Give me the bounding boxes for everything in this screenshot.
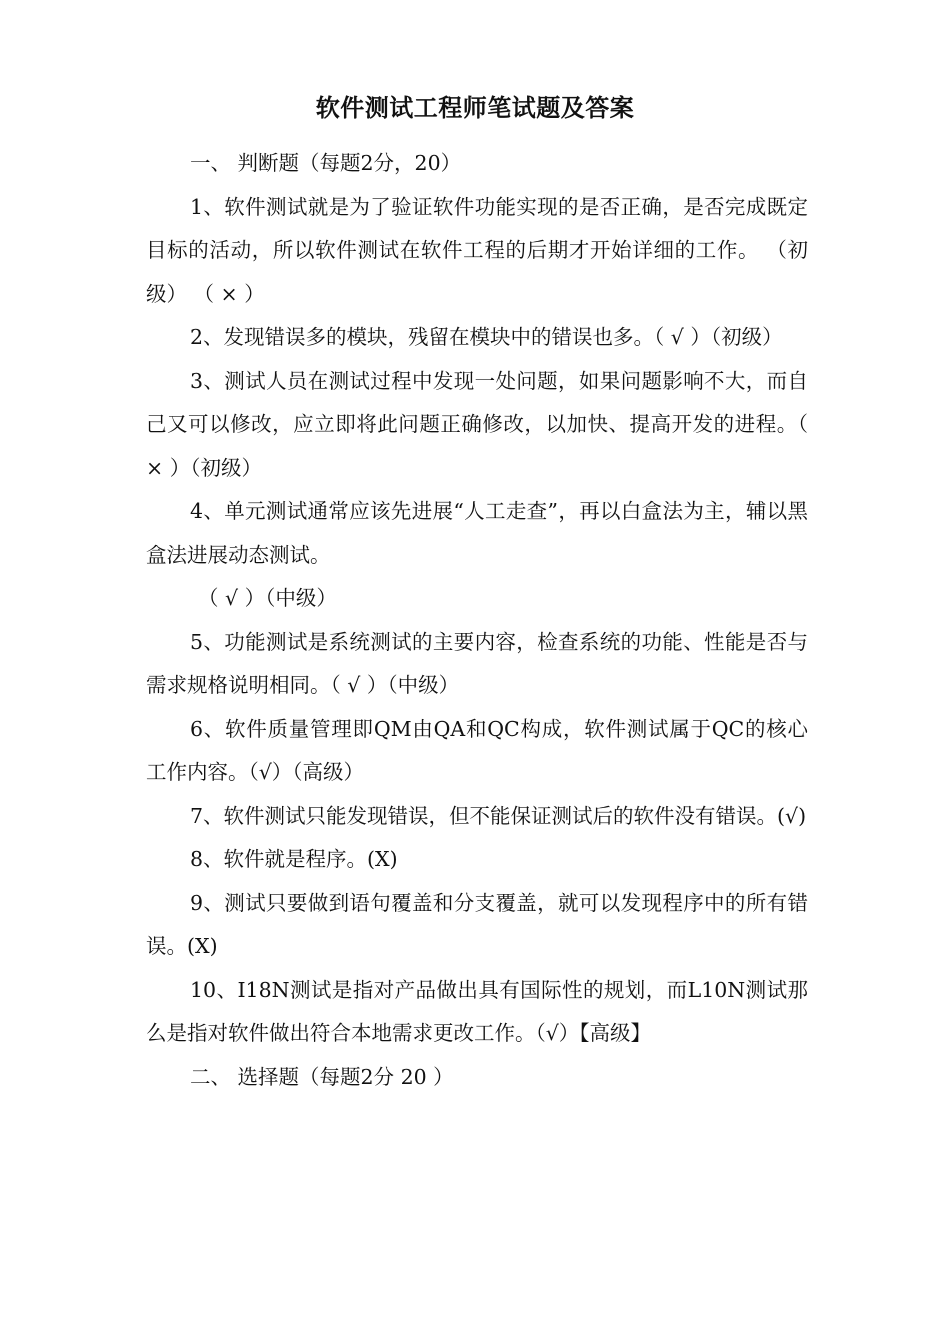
question-7: 7、软件测试只能发现错误，但不能保证测试后的软件没有错误。(√) (190, 803, 807, 828)
question-4: 4、单元测试通常应该先进展“人工走查”，再以白盒法为主，辅以黑盒法进展动态测试。 (146, 499, 808, 567)
question-10: 10、I18N测试是指对产品做出具有国际性的规划，而L10N测试那么是指对软件做出符合本地需求更改工作。（√）【高级】 (146, 977, 808, 1045)
question-1: 1、软件测试就是为了验证软件功能实现的是否正确，是否完成既定目标的活动，所以软件测试在软件工程的后期才开始详细的工作。 （初级） （ × ） (146, 194, 808, 306)
question-4-answer: （ √ ）（中级） (198, 586, 337, 610)
section-heading-choice: 二、 选择题（每题2分 20 ） (190, 1064, 454, 1089)
question-2: 2、发现错误多的模块，残留在模块中的错误也多。（ √ ）（初级） (190, 325, 783, 349)
question-6: 6、软件质量管理即QM由QA和QC构成，软件测试属于QC的核心工作内容。（√）（高级） (146, 716, 808, 784)
document-body (146, 142, 808, 1099)
section-heading-judgment: 一、 判断题（每题2分，20） (190, 151, 462, 175)
question-8: 8、软件就是程序。(X) (190, 847, 398, 871)
question-5: 5、功能测试是系统测试的主要内容，检查系统的功能、性能是否与需求规格说明相同。（ √ ）（中级） (146, 629, 808, 697)
question-3: 3、测试人员在测试过程中发现一处问题，如果问题影响不大，而自己又可以修改，应立即将此问题正确修改，以加快、提高开发的进程。（ × ）（初级） (146, 368, 808, 480)
question-9: 9、测试只要做到语句覆盖和分支覆盖，就可以发现程序中的所有错误。(X) (146, 890, 808, 958)
page-title: 软件测试工程师笔试题及答案 (315, 94, 635, 122)
